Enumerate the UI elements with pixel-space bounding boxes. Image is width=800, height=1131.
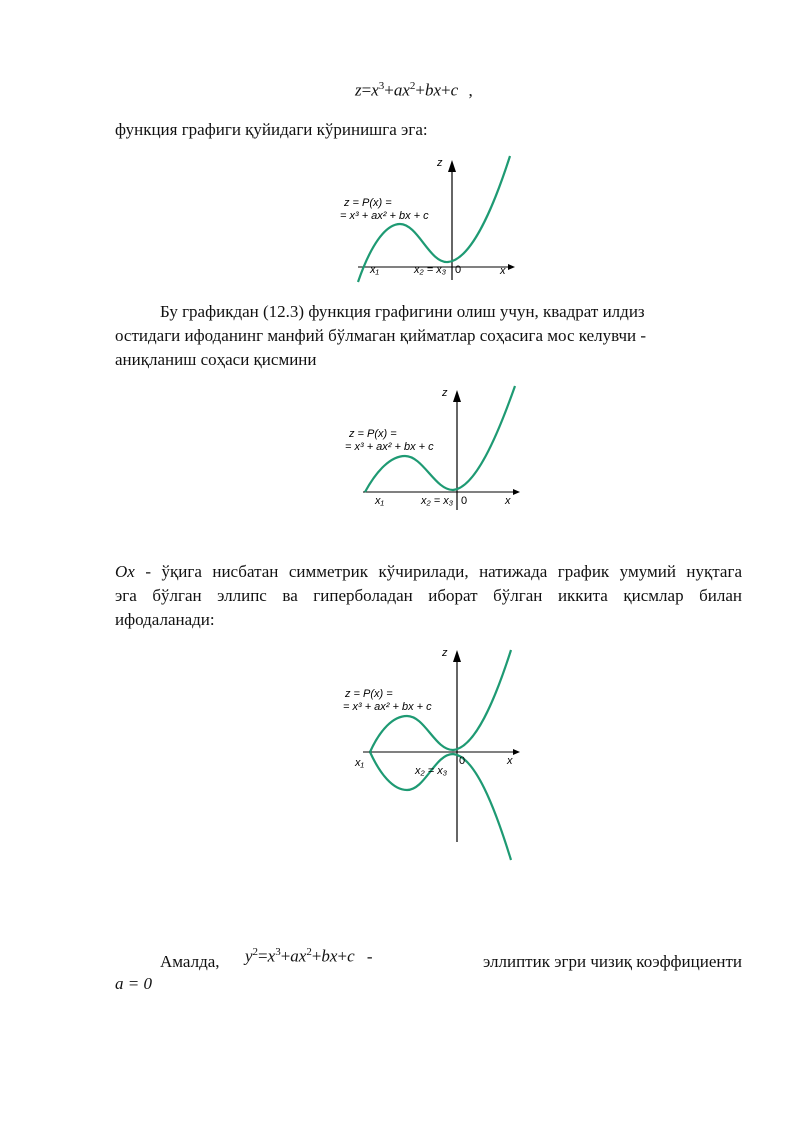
figure-cubic-graph-2	[335, 382, 525, 514]
root-x2x3-label: x₂ = x₃	[414, 264, 447, 276]
root-x2x3-label: x₂ = x₃	[421, 495, 454, 507]
z-axis-arrow-icon	[453, 390, 461, 402]
x-axis-arrow-icon	[513, 489, 520, 495]
x-axis-label: x	[507, 755, 513, 767]
formula-a-zero: a = 0	[115, 974, 152, 993]
paragraph-3-line3: ифодаланади:	[115, 610, 215, 629]
root-x1-label: x₁	[375, 495, 384, 507]
root-x2x3-label: x₂ = x₃	[415, 765, 448, 777]
x-axis-arrow-icon	[508, 264, 515, 270]
figure-cubic-graph-1	[330, 152, 520, 284]
origin-label: 0	[461, 495, 468, 507]
formula-top: $z=x^3+ax^2+bx+c$ ,	[355, 80, 473, 100]
z-axis-label: z	[442, 387, 448, 399]
figure-symmetric-graph	[335, 642, 525, 864]
paragraph-2-line1: Бу графикдан (12.3) функция графигини олиш учун, квадрат илдиз	[160, 302, 645, 321]
paragraph-4-word: Амалда,	[160, 952, 220, 971]
curve-label-line1: z = P(x) =	[349, 428, 397, 440]
ox-symbol: Ox	[115, 562, 135, 581]
curve-label-line1: z = P(x) =	[345, 688, 393, 700]
origin-label: 0	[455, 264, 462, 276]
curve-label-line2: = x³ + ax² + bx + c	[345, 441, 434, 453]
z-axis-label: z	[442, 647, 448, 659]
paragraph-1: функция графиги қуйидаги кўринишга эга:	[115, 120, 428, 139]
root-x1-label: x₁	[370, 264, 379, 276]
x-axis-arrow-icon	[513, 749, 520, 755]
curve-label-line2: = x³ + ax² + bx + c	[340, 210, 429, 222]
paragraph-2-line3: аниқланиш соҳаси қисмини	[115, 350, 317, 369]
paragraph-4-rest: эллиптик эгри чизиқ коэффициенти	[483, 952, 742, 971]
paragraph-3-line1: Ox - ўқига нисбатан симметрик кўчирилади, натижада график умумий нуқтага	[115, 562, 742, 581]
x-axis-label: x	[505, 495, 511, 507]
root-x1-label: x₁	[355, 757, 364, 769]
z-axis-arrow-icon	[453, 650, 461, 662]
formula-bottom: $y^2=x^3+ax^2+bx+c$ -	[245, 946, 373, 966]
origin-label: 0	[459, 755, 466, 767]
z-axis-arrow-icon	[448, 160, 456, 172]
curve-label-line1: z = P(x) =	[344, 197, 392, 209]
paragraph-3-line2: эга бўлган эллипс ва гиперболадан иборат бўлган иккита қисмлар билан	[115, 586, 742, 605]
z-axis-label: z	[437, 157, 443, 169]
curve-label-line2: = x³ + ax² + bx + c	[343, 701, 432, 713]
x-axis-label: x	[500, 265, 506, 277]
paragraph-2-line2: остидаги ифоданинг манфий бўлмаган қийматлар соҳасига мос келувчи -	[115, 326, 647, 345]
